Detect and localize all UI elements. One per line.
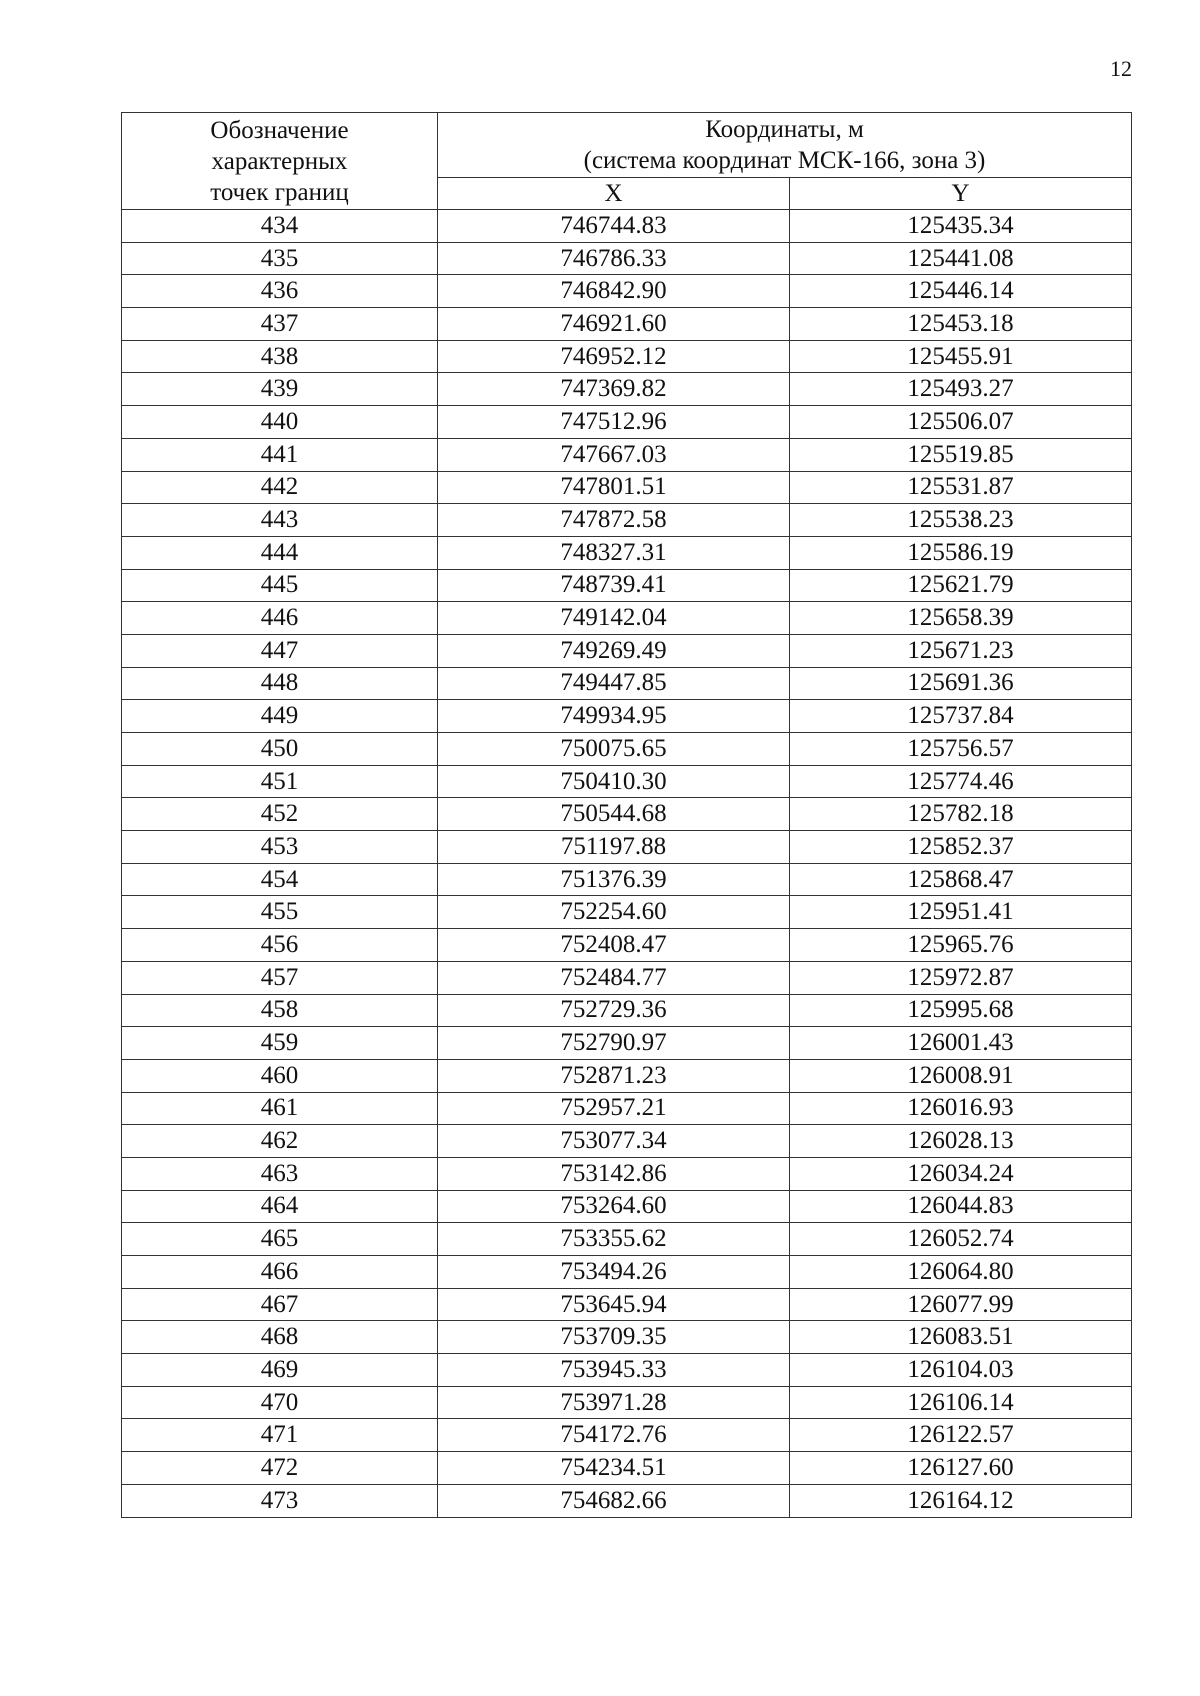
y-coordinate-cell: 126104.03: [790, 1354, 1132, 1387]
table-row: [122, 1125, 1132, 1158]
y-coordinate-cell: 125965.76: [790, 929, 1132, 962]
table-row: [122, 373, 1132, 406]
table-row: [122, 961, 1132, 994]
table-row: [122, 634, 1132, 667]
y-coordinate-cell: 125691.36: [790, 667, 1132, 700]
x-coordinate-cell: 747872.58: [438, 504, 790, 537]
table-row: [122, 1059, 1132, 1092]
point-cell: 471: [122, 1419, 438, 1452]
point-cell: 450: [122, 733, 438, 766]
point-cell: 460: [122, 1059, 438, 1092]
table-row: [122, 308, 1132, 341]
point-designation-header-line-2: характерных: [211, 147, 348, 175]
y-coordinate-cell: 125995.68: [790, 994, 1132, 1027]
point-cell: 447: [122, 634, 438, 667]
point-cell: 455: [122, 896, 438, 929]
y-coordinate-cell: 126083.51: [790, 1321, 1132, 1354]
header-row-top: [122, 113, 1132, 178]
y-coordinate-cell: 125782.18: [790, 798, 1132, 831]
point-cell: 451: [122, 765, 438, 798]
x-coordinate-cell: 752729.36: [438, 994, 790, 1027]
table-row: [122, 602, 1132, 635]
point-cell: 468: [122, 1321, 438, 1354]
x-column-header: X: [438, 178, 790, 210]
x-coordinate-cell: 752408.47: [438, 929, 790, 962]
x-coordinate-cell: 746842.90: [438, 275, 790, 308]
x-coordinate-cell: 747801.51: [438, 471, 790, 504]
y-coordinate-cell: 126001.43: [790, 1027, 1132, 1060]
point-cell: 449: [122, 700, 438, 733]
point-cell: 435: [122, 242, 438, 275]
table-row: [122, 798, 1132, 831]
y-coordinate-cell: 126016.93: [790, 1092, 1132, 1125]
point-cell: 467: [122, 1288, 438, 1321]
coordinates-title: Координаты, м: [705, 116, 864, 143]
point-cell: 463: [122, 1157, 438, 1190]
y-coordinate-cell: 126044.83: [790, 1190, 1132, 1223]
x-coordinate-cell: 753945.33: [438, 1354, 790, 1387]
point-cell: 458: [122, 994, 438, 1027]
table-row: [122, 863, 1132, 896]
table-row: [122, 765, 1132, 798]
point-cell: 448: [122, 667, 438, 700]
y-coordinate-cell: 125519.85: [790, 438, 1132, 471]
table-body: [122, 210, 1132, 1518]
y-coordinate-cell: 125441.08: [790, 242, 1132, 275]
y-coordinate-cell: 126008.91: [790, 1059, 1132, 1092]
table-row: [122, 471, 1132, 504]
x-coordinate-cell: 746952.12: [438, 340, 790, 373]
x-coordinate-cell: 749142.04: [438, 602, 790, 635]
point-cell: 472: [122, 1452, 438, 1485]
table-header: [122, 113, 1132, 210]
x-coordinate-cell: 747512.96: [438, 406, 790, 439]
table-row: [122, 1419, 1132, 1452]
table-row: [122, 1288, 1132, 1321]
table-row: [122, 994, 1132, 1027]
point-designation-header-line-1: Обозначение: [210, 116, 349, 144]
point-cell: 436: [122, 275, 438, 308]
x-coordinate-cell: 752871.23: [438, 1059, 790, 1092]
point-cell: 470: [122, 1386, 438, 1419]
y-coordinate-cell: 126127.60: [790, 1452, 1132, 1485]
y-coordinate-cell: 125453.18: [790, 308, 1132, 341]
y-coordinate-cell: 125737.84: [790, 700, 1132, 733]
x-coordinate-cell: 753355.62: [438, 1223, 790, 1256]
point-cell: 462: [122, 1125, 438, 1158]
point-cell: 434: [122, 210, 438, 243]
y-coordinate-cell: 125493.27: [790, 373, 1132, 406]
point-cell: 457: [122, 961, 438, 994]
coordinates-header: [438, 113, 1132, 178]
point-cell: 473: [122, 1484, 438, 1517]
x-coordinate-cell: 753645.94: [438, 1288, 790, 1321]
point-cell: 453: [122, 831, 438, 864]
x-coordinate-cell: 753971.28: [438, 1386, 790, 1419]
table-row: [122, 896, 1132, 929]
table-row: [122, 536, 1132, 569]
y-coordinate-cell: 125852.37: [790, 831, 1132, 864]
point-designation-header-line-3: точек границ: [210, 178, 349, 206]
point-cell: 446: [122, 602, 438, 635]
coordinate-system-subtitle: (система координат МСК-166, зона 3): [583, 147, 986, 174]
table-row: [122, 1484, 1132, 1517]
table-row: [122, 1321, 1132, 1354]
table-row: [122, 406, 1132, 439]
table-row: [122, 1223, 1132, 1256]
y-column-header: Y: [790, 178, 1132, 210]
point-cell: 454: [122, 863, 438, 896]
point-cell: 443: [122, 504, 438, 537]
point-cell: 438: [122, 340, 438, 373]
x-coordinate-cell: 748739.41: [438, 569, 790, 602]
point-cell: 444: [122, 536, 438, 569]
y-coordinate-cell: 125531.87: [790, 471, 1132, 504]
point-cell: 456: [122, 929, 438, 962]
y-coordinate-cell: 126034.24: [790, 1157, 1132, 1190]
x-coordinate-cell: 752254.60: [438, 896, 790, 929]
x-coordinate-cell: 751376.39: [438, 863, 790, 896]
y-coordinate-cell: 126122.57: [790, 1419, 1132, 1452]
point-cell: 464: [122, 1190, 438, 1223]
point-cell: 440: [122, 406, 438, 439]
x-coordinate-cell: 747369.82: [438, 373, 790, 406]
table-row: [122, 1190, 1132, 1223]
y-coordinate-cell: 125671.23: [790, 634, 1132, 667]
table-row: [122, 831, 1132, 864]
y-coordinate-cell: 126077.99: [790, 1288, 1132, 1321]
point-cell: 442: [122, 471, 438, 504]
table-row: [122, 1157, 1132, 1190]
y-coordinate-cell: 126052.74: [790, 1223, 1132, 1256]
coordinates-table: [121, 112, 1132, 1518]
table-row: [122, 667, 1132, 700]
y-coordinate-cell: 125951.41: [790, 896, 1132, 929]
point-cell: 437: [122, 308, 438, 341]
y-coordinate-cell: 125774.46: [790, 765, 1132, 798]
x-coordinate-cell: 749934.95: [438, 700, 790, 733]
table-row: [122, 929, 1132, 962]
table-row: [122, 438, 1132, 471]
x-coordinate-cell: 746921.60: [438, 308, 790, 341]
x-coordinate-cell: 748327.31: [438, 536, 790, 569]
x-coordinate-cell: 750075.65: [438, 733, 790, 766]
x-coordinate-cell: 753077.34: [438, 1125, 790, 1158]
point-cell: 441: [122, 438, 438, 471]
x-coordinate-cell: 754682.66: [438, 1484, 790, 1517]
x-coordinate-cell: 746786.33: [438, 242, 790, 275]
point-cell: 461: [122, 1092, 438, 1125]
x-coordinate-cell: 746744.83: [438, 210, 790, 243]
y-coordinate-cell: 125868.47: [790, 863, 1132, 896]
point-cell: 469: [122, 1354, 438, 1387]
x-coordinate-cell: 754172.76: [438, 1419, 790, 1452]
point-designation-header: [122, 113, 438, 210]
y-coordinate-cell: 126164.12: [790, 1484, 1132, 1517]
table-row: [122, 733, 1132, 766]
x-coordinate-cell: 752790.97: [438, 1027, 790, 1060]
table-row: [122, 242, 1132, 275]
y-coordinate-cell: 125621.79: [790, 569, 1132, 602]
point-cell: 445: [122, 569, 438, 602]
table-row: [122, 1092, 1132, 1125]
x-coordinate-cell: 752957.21: [438, 1092, 790, 1125]
table-row: [122, 210, 1132, 243]
point-cell: 452: [122, 798, 438, 831]
point-cell: 459: [122, 1027, 438, 1060]
table-row: [122, 1386, 1132, 1419]
y-coordinate-cell: 125455.91: [790, 340, 1132, 373]
x-coordinate-cell: 753709.35: [438, 1321, 790, 1354]
x-coordinate-cell: 753494.26: [438, 1256, 790, 1289]
y-coordinate-cell: 125446.14: [790, 275, 1132, 308]
x-coordinate-cell: 753264.60: [438, 1190, 790, 1223]
y-coordinate-cell: 125538.23: [790, 504, 1132, 537]
x-coordinate-cell: 750410.30: [438, 765, 790, 798]
y-coordinate-cell: 125658.39: [790, 602, 1132, 635]
y-coordinate-cell: 125972.87: [790, 961, 1132, 994]
table-row: [122, 1452, 1132, 1485]
y-coordinate-cell: 125586.19: [790, 536, 1132, 569]
x-coordinate-cell: 751197.88: [438, 831, 790, 864]
table-row: [122, 569, 1132, 602]
table-row: [122, 700, 1132, 733]
table-row: [122, 504, 1132, 537]
table-row: [122, 1354, 1132, 1387]
x-coordinate-cell: 752484.77: [438, 961, 790, 994]
table-row: [122, 275, 1132, 308]
y-coordinate-cell: 125756.57: [790, 733, 1132, 766]
table-row: [122, 1027, 1132, 1060]
x-coordinate-cell: 750544.68: [438, 798, 790, 831]
point-cell: 439: [122, 373, 438, 406]
x-coordinate-cell: 747667.03: [438, 438, 790, 471]
table-row: [122, 340, 1132, 373]
x-coordinate-cell: 753142.86: [438, 1157, 790, 1190]
x-coordinate-cell: 749447.85: [438, 667, 790, 700]
y-coordinate-cell: 125435.34: [790, 210, 1132, 243]
x-coordinate-cell: 754234.51: [438, 1452, 790, 1485]
y-coordinate-cell: 126028.13: [790, 1125, 1132, 1158]
y-coordinate-cell: 126064.80: [790, 1256, 1132, 1289]
point-cell: 466: [122, 1256, 438, 1289]
y-coordinate-cell: 126106.14: [790, 1386, 1132, 1419]
x-coordinate-cell: 749269.49: [438, 634, 790, 667]
point-cell: 465: [122, 1223, 438, 1256]
table-row: [122, 1256, 1132, 1289]
y-coordinate-cell: 125506.07: [790, 406, 1132, 439]
page-number: 12: [1110, 56, 1132, 81]
